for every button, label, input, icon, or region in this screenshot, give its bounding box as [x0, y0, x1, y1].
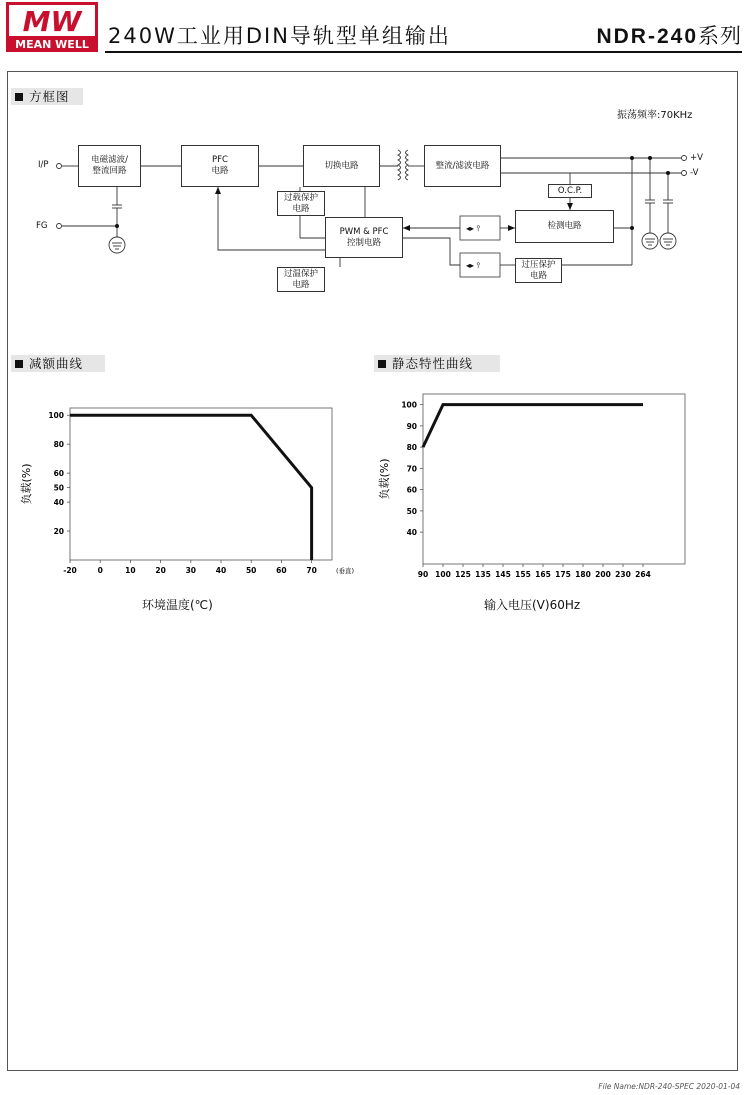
x-tick-label: 264: [635, 570, 651, 579]
series-model: NDR-240: [596, 25, 698, 48]
y-tick-label: 70: [406, 464, 417, 474]
y-tick-label: 100: [48, 411, 64, 421]
olp-block: 过载保护 电路: [277, 191, 325, 216]
footer-filename: File Name:NDR-240-SPEC 2020-01-04: [598, 1082, 740, 1091]
x-tick-label: 175: [555, 570, 571, 579]
ip-terminal-label: I/P: [38, 160, 49, 170]
svg-text:MEAN WELL: MEAN WELL: [15, 38, 89, 51]
derating-x-axis-label: 环境温度(℃): [142, 598, 213, 612]
emi-filter-block: 电磁滤波/ 整流回路: [78, 145, 141, 187]
plot-area: [70, 408, 332, 560]
square-bullet-icon: [378, 360, 386, 368]
y-tick-label: 80: [53, 440, 64, 450]
section-heading-block-diagram: 方框图: [11, 88, 83, 105]
otp-block: 过温保护 电路: [277, 267, 325, 292]
v-plus-label: +V: [690, 153, 703, 163]
static-x-axis-label: 输入电压(V)60Hz: [484, 598, 581, 612]
pwm-pfc-control-block: PWM & PFC 控制电路: [325, 217, 403, 258]
derating-chart: [0, 380, 370, 590]
static-chart: [370, 380, 740, 590]
x-tick-label: 0: [97, 566, 103, 575]
x-tick-label: 50: [245, 566, 257, 575]
y-tick-label: 60: [406, 485, 417, 495]
pfc-block: PFC 电路: [181, 145, 259, 187]
x-tick-label: 100: [435, 570, 451, 579]
rectifier-filter-block: 整流/滤波电路: [424, 145, 501, 187]
y-tick-label: 50: [406, 506, 417, 516]
svg-text:◂▸ ⫯: ◂▸ ⫯: [466, 224, 481, 233]
detection-block: 检测电路: [515, 210, 614, 243]
y-tick-label: 50: [53, 483, 64, 493]
y-tick-label: 100: [401, 400, 417, 410]
x-tick-label: 125: [455, 570, 471, 579]
x-tick-label: 135: [475, 570, 491, 579]
y-tick-label: 40: [406, 528, 417, 538]
x-tick-label: 70: [306, 566, 317, 575]
x-tick-label: 60: [276, 566, 287, 575]
x-tick-label: 145: [495, 570, 511, 579]
x-tick-label: 155: [515, 570, 531, 579]
v-minus-label: -V: [690, 168, 699, 178]
fg-terminal-label: FG: [36, 221, 48, 231]
svg-text:MW: MW: [22, 5, 82, 38]
y-tick-label: 80: [406, 443, 417, 453]
series-suffix: 系列: [698, 24, 742, 48]
square-bullet-icon: [15, 360, 23, 368]
switching-block: 切换电路: [303, 145, 380, 187]
x-tick-label: 90: [417, 570, 429, 579]
y-axis-label: 负载(%): [20, 463, 33, 505]
x-tick-label: 180: [575, 570, 591, 579]
ovp-block: 过压保护 电路: [515, 258, 562, 283]
y-tick-label: 40: [53, 498, 64, 508]
svg-text:◂▸ ⫯: ◂▸ ⫯: [466, 261, 481, 270]
x-tick-label: 165: [535, 570, 551, 579]
x-tick-label: 10: [125, 566, 136, 575]
ocp-block: O.C.P.: [548, 184, 592, 198]
x-unit-label: (垂直): [336, 567, 355, 575]
x-tick-label: 20: [155, 566, 166, 575]
y-tick-label: 90: [406, 421, 417, 431]
x-tick-label: 40: [215, 566, 227, 575]
page-title: 240W工业用DIN导轨型单组输出: [108, 24, 451, 48]
x-tick-label: 200: [595, 570, 611, 579]
plot-area: [423, 394, 685, 564]
y-tick-label: 60: [53, 469, 64, 479]
section-heading-static: 静态特性曲线: [374, 355, 500, 372]
x-tick-label: 230: [615, 570, 631, 579]
y-tick-label: 20: [53, 527, 64, 537]
y-axis-label: 负载(%): [378, 458, 391, 500]
x-tick-label: 30: [185, 566, 197, 575]
x-tick-label: -20: [63, 566, 77, 575]
section-heading-derating: 减额曲线: [11, 355, 105, 372]
oscillation-frequency: 振荡频率:70KHz: [617, 110, 693, 121]
